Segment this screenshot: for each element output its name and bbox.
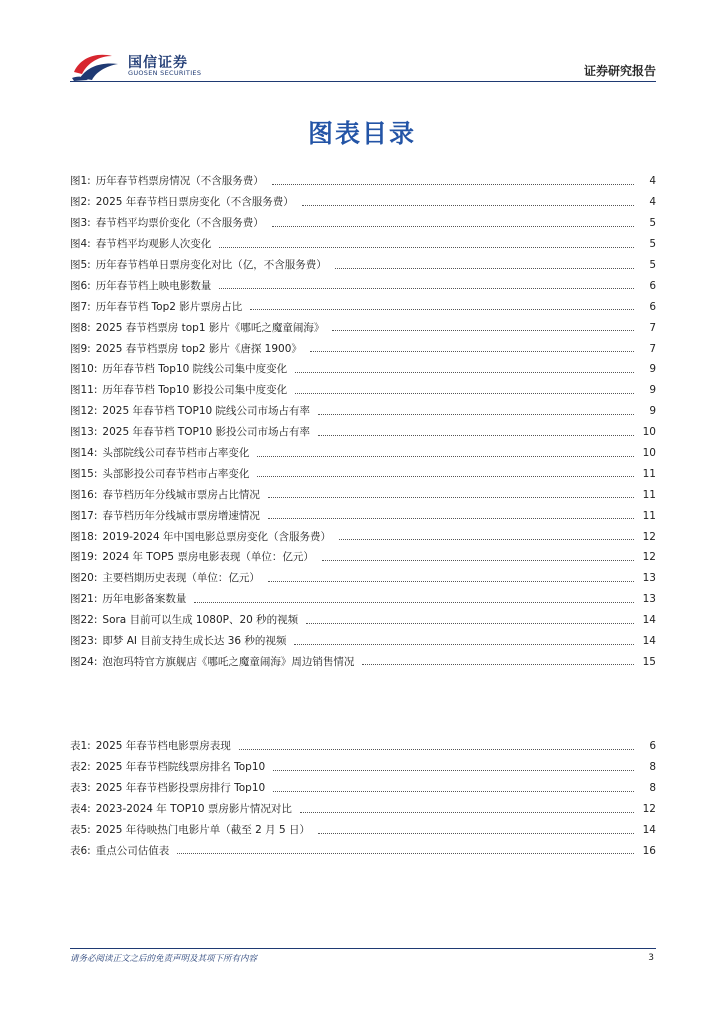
figure-entry-page: 10 bbox=[642, 447, 656, 460]
figure-entry-title: 历年电影备案数量 bbox=[102, 593, 187, 606]
dot-leader bbox=[318, 435, 634, 436]
table-entry-page: 14 bbox=[642, 824, 656, 836]
figure-entry-page: 10 bbox=[642, 426, 656, 439]
dot-leader bbox=[268, 518, 634, 519]
report-type-label: 证券研究报告 bbox=[583, 64, 656, 78]
figure-entry-label: 图24: bbox=[70, 655, 98, 668]
dot-leader bbox=[310, 351, 634, 352]
figure-entry-page: 7 bbox=[649, 342, 656, 355]
figure-entry-page: 6 bbox=[649, 300, 656, 313]
figure-entry-label: 图4: bbox=[70, 238, 91, 251]
dot-leader bbox=[219, 247, 634, 248]
dot-leader bbox=[250, 309, 634, 310]
figure-entry[interactable] bbox=[70, 589, 656, 610]
figure-entry[interactable] bbox=[70, 484, 656, 505]
figure-entry-label: 图6: bbox=[70, 279, 91, 292]
figure-entry-title: 春节档历年分线城市票房增速情况 bbox=[102, 509, 260, 522]
figure-entry-title: 头部院线公司春节档市占率变化 bbox=[102, 447, 250, 460]
dot-leader bbox=[318, 833, 634, 834]
dot-leader bbox=[295, 372, 634, 373]
figure-entry-label: 图2: bbox=[70, 196, 91, 209]
table-entry-title: 2025 年春节档电影票房表现 bbox=[95, 740, 231, 753]
figure-entry-title: 春节档历年分线城市票房占比情况 bbox=[102, 488, 260, 501]
figure-entry[interactable] bbox=[70, 651, 656, 672]
figure-entry-title: 历年春节档 Top10 院线公司集中度变化 bbox=[102, 363, 288, 376]
dot-leader bbox=[272, 184, 634, 185]
dot-leader bbox=[268, 581, 634, 582]
figure-entry[interactable] bbox=[70, 568, 656, 589]
figure-entry-label: 图19: bbox=[70, 551, 98, 564]
table-entry[interactable] bbox=[70, 778, 656, 799]
table-entry[interactable] bbox=[70, 820, 656, 841]
dot-leader bbox=[318, 414, 634, 415]
figure-entry-page: 14 bbox=[642, 635, 656, 648]
figure-entry[interactable] bbox=[70, 296, 656, 317]
dot-leader bbox=[177, 853, 634, 854]
table-entry-page: 16 bbox=[642, 844, 656, 857]
figure-entry-page: 11 bbox=[642, 467, 656, 480]
figure-entry-label: 图11: bbox=[70, 384, 98, 397]
dot-leader bbox=[332, 330, 634, 331]
dot-leader bbox=[268, 497, 634, 498]
table-index-list bbox=[70, 736, 656, 861]
figure-entry[interactable] bbox=[70, 526, 656, 547]
figure-entry-title: 2024 年 TOP5 票房电影表现（单位：亿元） bbox=[102, 551, 314, 564]
page-title: 图表目录 bbox=[307, 119, 416, 148]
dot-leader bbox=[239, 749, 634, 750]
dot-leader bbox=[273, 791, 634, 792]
table-entry-title: 重点公司估值表 bbox=[95, 844, 170, 857]
figure-entry-label: 图12: bbox=[70, 405, 98, 418]
figure-entry-label: 图10: bbox=[70, 363, 98, 376]
figure-entry-label: 图18: bbox=[70, 530, 98, 543]
figure-entry[interactable] bbox=[70, 463, 656, 484]
figure-entry-page: 4 bbox=[649, 175, 656, 188]
dot-leader bbox=[322, 560, 634, 561]
dot-leader bbox=[194, 602, 634, 603]
table-entry[interactable] bbox=[70, 799, 656, 820]
guosen-logo bbox=[70, 50, 210, 82]
table-entry[interactable] bbox=[70, 757, 656, 778]
table-entry-label: 表3: bbox=[70, 782, 91, 795]
figure-entry-label: 图15: bbox=[70, 467, 98, 480]
figure-entry-title: 春节档平均票价变化（不含服务费） bbox=[95, 217, 264, 230]
figure-entry-label: 图1: bbox=[70, 175, 91, 188]
figure-entry[interactable] bbox=[70, 192, 656, 213]
dot-leader bbox=[257, 476, 634, 477]
figure-entry-page: 15 bbox=[642, 655, 656, 668]
figure-entry-page: 13 bbox=[642, 572, 656, 585]
footer-disclaimer: 请务必阅读正文之后的免责声明及其项下所有内容 bbox=[70, 954, 258, 964]
table-entry-label: 表5: bbox=[70, 824, 91, 836]
table-entry-page: 12 bbox=[642, 803, 656, 816]
figure-entry-label: 图21: bbox=[70, 593, 98, 606]
table-entry-page: 8 bbox=[649, 761, 656, 774]
table-entry-title: 2025 年春节档影投票房排行 Top10 bbox=[95, 782, 266, 795]
figure-entry-title: 泡泡玛特官方旗舰店《哪吒之魔童闹海》周边销售情况 bbox=[102, 655, 355, 668]
figure-entry-page: 11 bbox=[642, 509, 656, 522]
figure-entry-title: 主要档期历史表现（单位：亿元） bbox=[102, 572, 260, 585]
figure-entry[interactable] bbox=[70, 338, 656, 359]
table-entry-page: 8 bbox=[649, 782, 656, 795]
table-entry-title: 2023-2024 年 TOP10 票房影片情况对比 bbox=[95, 803, 292, 816]
table-entry-page: 6 bbox=[649, 740, 656, 753]
page-header bbox=[70, 48, 656, 84]
figure-entry-page: 12 bbox=[642, 551, 656, 564]
table-entry-title: 2025 年待映热门电影片单（截至 2 月 5 日） bbox=[95, 824, 310, 836]
figure-entry-label: 图17: bbox=[70, 509, 98, 522]
figure-entry-page: 14 bbox=[642, 614, 656, 627]
figure-entry[interactable] bbox=[70, 380, 656, 401]
dot-leader bbox=[362, 664, 634, 665]
figure-entry[interactable] bbox=[70, 610, 656, 631]
figure-entry-title: 头部影投公司春节档市占率变化 bbox=[102, 467, 250, 480]
dot-leader bbox=[335, 268, 634, 269]
figure-entry-title: 历年春节档票房情况（不含服务费） bbox=[95, 175, 264, 188]
figure-entry-title: 历年春节档单日票房变化对比（亿，不含服务费） bbox=[95, 259, 327, 271]
header-divider bbox=[70, 81, 656, 82]
figure-entry-title: 即梦 AI 目前支持生成长达 36 秒的视频 bbox=[102, 635, 287, 648]
figure-entry[interactable] bbox=[70, 422, 656, 443]
dot-leader bbox=[272, 226, 634, 227]
figure-entry-page: 7 bbox=[649, 321, 656, 334]
figure-entry-page: 9 bbox=[649, 384, 656, 397]
table-entry[interactable] bbox=[70, 736, 656, 757]
figure-entry[interactable] bbox=[70, 631, 656, 652]
figure-entry-page: 4 bbox=[649, 196, 656, 209]
figure-entry-title: 历年春节档上映电影数量 bbox=[95, 279, 212, 292]
figure-entry-label: 图5: bbox=[70, 259, 91, 271]
figure-entry[interactable] bbox=[70, 255, 656, 276]
figure-entry-label: 图9: bbox=[70, 342, 91, 355]
dot-leader bbox=[219, 288, 634, 289]
figure-entry[interactable] bbox=[70, 401, 656, 422]
dot-leader bbox=[273, 770, 634, 771]
figure-entry[interactable] bbox=[70, 505, 656, 526]
table-entry-label: 表6: bbox=[70, 844, 91, 857]
figure-entry-label: 图20: bbox=[70, 572, 98, 585]
figure-entry-title: 春节档平均观影人次变化 bbox=[95, 238, 212, 251]
table-entry-label: 表4: bbox=[70, 803, 91, 816]
figure-entry-title: 2025 春节档票房 top1 影片《哪吒之魔童闹海》 bbox=[95, 321, 325, 334]
figure-entry-label: 图22: bbox=[70, 614, 98, 627]
figure-entry[interactable] bbox=[70, 213, 656, 234]
figure-entry-title: 历年春节档 Top2 影片票房占比 bbox=[95, 300, 243, 313]
figure-entry-page: 6 bbox=[649, 279, 656, 292]
figure-index-list bbox=[70, 171, 656, 672]
dot-leader bbox=[295, 393, 634, 394]
figure-entry-label: 图14: bbox=[70, 447, 98, 460]
figure-entry-title: 2025 春节档票房 top2 影片《唐探 1900》 bbox=[95, 342, 302, 355]
guosen-logo-icon bbox=[70, 50, 122, 82]
figure-entry-page: 12 bbox=[642, 530, 656, 543]
dot-leader bbox=[302, 205, 634, 206]
figure-entry-title: 2019-2024 年中国电影总票房变化（含服务费） bbox=[102, 530, 331, 543]
figure-entry-title: Sora 目前可以生成 1080P、20 秒的视频 bbox=[102, 614, 299, 627]
figure-entry-label: 图8: bbox=[70, 321, 91, 334]
figure-entry-page: 5 bbox=[649, 217, 656, 230]
figure-entry-label: 图3: bbox=[70, 217, 91, 230]
figure-entry[interactable] bbox=[70, 443, 656, 464]
dot-leader bbox=[339, 539, 634, 540]
table-entry[interactable] bbox=[70, 840, 656, 861]
figure-entry-page: 13 bbox=[642, 593, 656, 606]
figure-entry-page: 5 bbox=[649, 238, 656, 251]
logo-text-en: GUOSEN SECURITIES bbox=[128, 69, 202, 77]
figure-entry-label: 图13: bbox=[70, 426, 98, 439]
figure-entry-page: 9 bbox=[649, 363, 656, 376]
table-entry-label: 表2: bbox=[70, 761, 91, 774]
dot-leader bbox=[306, 623, 634, 624]
figure-entry-page: 9 bbox=[649, 405, 656, 418]
figure-entry[interactable] bbox=[70, 547, 656, 568]
page-number: 3 bbox=[648, 953, 654, 963]
figure-entry[interactable] bbox=[70, 234, 656, 255]
figure-entry-page: 5 bbox=[649, 259, 656, 271]
figure-entry-title: 历年春节档 Top10 影投公司集中度变化 bbox=[102, 384, 288, 397]
figure-entry-title: 2025 年春节档 TOP10 院线公司市场占有率 bbox=[102, 405, 311, 418]
figure-entry[interactable] bbox=[70, 171, 656, 192]
dot-leader bbox=[300, 812, 634, 813]
table-entry-label: 表1: bbox=[70, 740, 91, 753]
logo-text-cn: 国信证券 bbox=[128, 55, 188, 71]
figure-entry-title: 2025 年春节档 TOP10 影投公司市场占有率 bbox=[102, 426, 311, 439]
figure-entry[interactable] bbox=[70, 317, 656, 338]
figure-entry-title: 2025 年春节档日票房变化（不含服务费） bbox=[95, 196, 294, 209]
figure-entry-label: 图16: bbox=[70, 488, 98, 501]
figure-entry-label: 图7: bbox=[70, 300, 91, 313]
figure-entry-label: 图23: bbox=[70, 635, 98, 648]
footer-divider bbox=[70, 948, 656, 949]
figure-entry[interactable] bbox=[70, 359, 656, 380]
figure-entry-page: 11 bbox=[642, 488, 656, 501]
figure-entry[interactable] bbox=[70, 275, 656, 296]
table-entry-title: 2025 年春节档院线票房排名 Top10 bbox=[95, 761, 266, 774]
dot-leader bbox=[257, 456, 634, 457]
dot-leader bbox=[294, 644, 634, 645]
